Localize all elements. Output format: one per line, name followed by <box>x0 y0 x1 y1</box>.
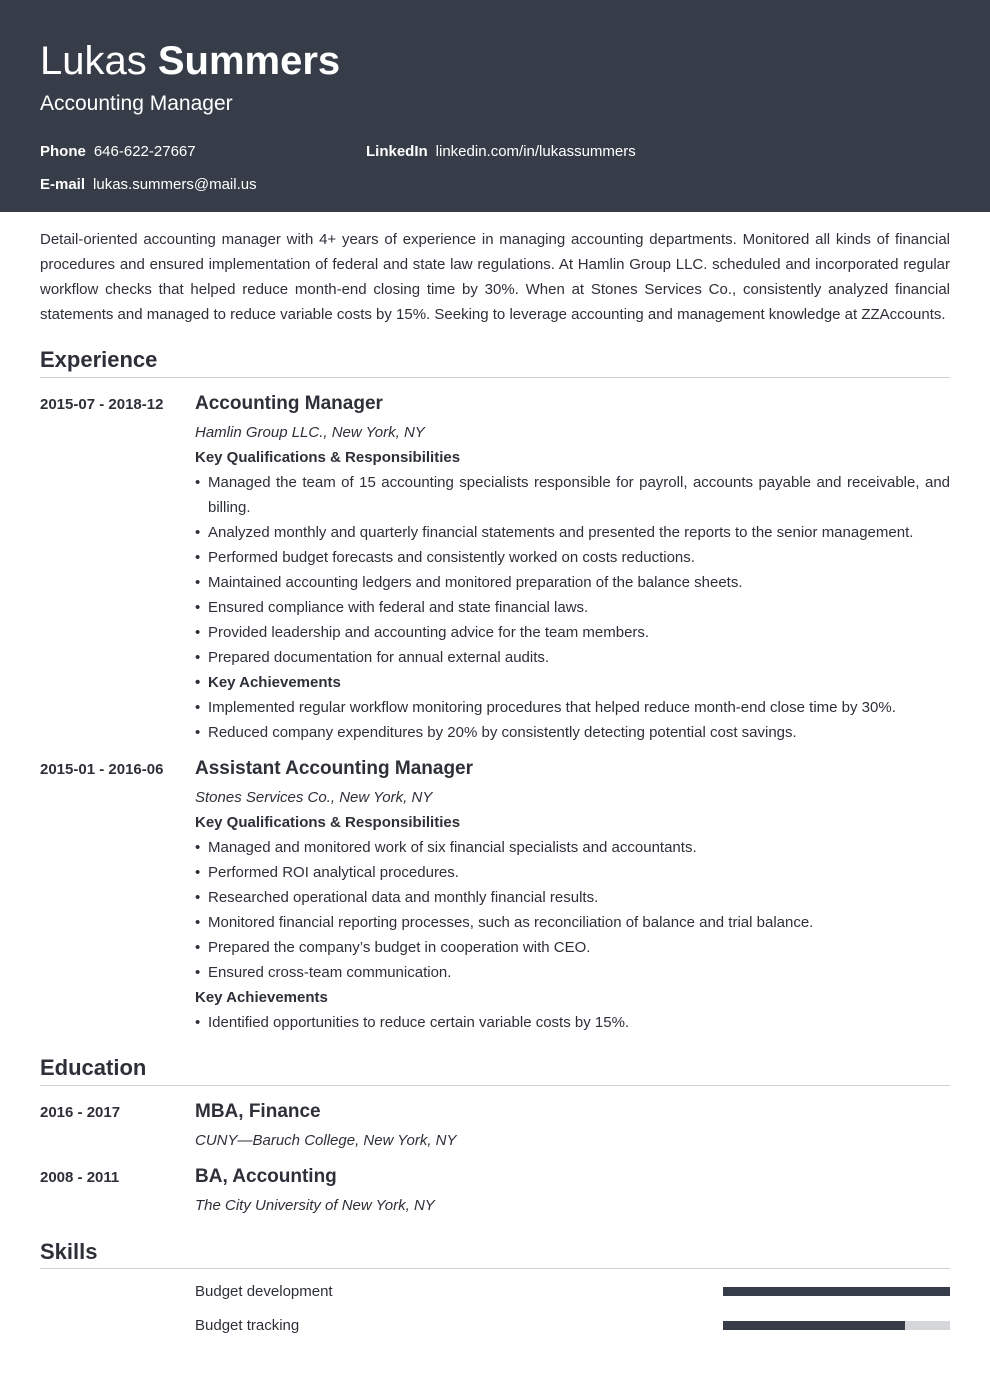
skill-level-bar <box>723 1287 950 1296</box>
email-value: lukas.summers@mail.us <box>93 176 257 193</box>
job-bullet: • Prepared the company’s budget in cooperation with CEO. <box>195 935 950 960</box>
job-bullet: • Performed ROI analytical procedures. <box>195 860 950 885</box>
job-title: Accounting Manager <box>195 393 383 414</box>
skill-level-fill <box>723 1287 950 1296</box>
phone-label: Phone <box>40 143 86 160</box>
job-company: Stones Services Co., New York, NY <box>195 789 433 806</box>
profile-summary: Detail-oriented accounting manager with 4+ years of experience in managing accounting departments. Monitored all kinds of financial procedures and ensured implementation of federal and state law regulations. At Hamlin Group LLC. scheduled and incorporated regular workflow checks that helped reduce month-end closing time by 30%. When at Stones Services Co., consistently analyzed financial statements and managed to reduce variable costs by 15%. Seeking to leverage accounting and management knowledge at ZZAccounts. <box>40 231 950 323</box>
job-bullet: • Managed the team of 15 accounting specialists responsible for payroll, accounts payable and receivable, and billing. <box>195 470 950 520</box>
job-achievement: • Implemented regular workflow monitoring procedures that helped reduce month-end close time by 30%. <box>195 695 950 720</box>
job-bullet: • Monitored financial reporting processes, such as reconciliation of balance and trial balance. <box>195 910 950 935</box>
skills-heading: Skills <box>40 1239 98 1264</box>
job-bullet: • Prepared documentation for annual external audits. <box>195 645 950 670</box>
job-title: Assistant Accounting Manager <box>195 758 474 779</box>
job-achievement: • Reduced company expenditures by 20% by consistently detecting potential cost savings. <box>195 720 950 745</box>
candidate-name <box>40 38 340 84</box>
education-school: The City University of New York, NY <box>195 1197 435 1214</box>
skill-name: Budget development <box>195 1283 333 1300</box>
contact-email <box>40 176 257 194</box>
job-bullet: • Analyzed monthly and quarterly financial statements and presented the reports to the senior management. <box>195 520 950 545</box>
experience-heading: Experience <box>40 347 158 372</box>
education-heading: Education <box>40 1055 147 1080</box>
skill-name: Budget tracking <box>195 1317 300 1334</box>
last-name: Summers <box>157 39 341 83</box>
education-dates: 2008 - 2011 <box>40 1169 120 1186</box>
job-bullet: • Managed and monitored work of six financial specialists and accountants. <box>195 835 950 860</box>
job-dates: 2015-07 - 2018-12 <box>40 396 164 413</box>
education-degree: MBA, Finance <box>195 1101 321 1122</box>
first-name: Lukas <box>40 39 147 83</box>
linkedin-label: LinkedIn <box>366 143 428 160</box>
education-degree: BA, Accounting <box>195 1166 337 1187</box>
job-bullet: • Maintained accounting ledgers and monitored preparation of the balance sheets. <box>195 570 950 595</box>
experience-divider <box>40 377 950 378</box>
education-dates: 2016 - 2017 <box>40 1104 121 1121</box>
skill-level-fill <box>723 1321 905 1330</box>
education-divider <box>40 1085 950 1086</box>
skills-divider <box>40 1268 950 1269</box>
skill-level-bar <box>723 1321 950 1330</box>
job-bullet: • Provided leadership and accounting advice for the team members. <box>195 620 950 645</box>
email-label: E-mail <box>40 176 86 193</box>
job-bullet: • Ensured cross-team communication. <box>195 960 950 985</box>
job-qualifications-heading: Key Qualifications & Responsibilities <box>195 814 461 831</box>
job-bullet: • Performed budget forecasts and consistently worked on costs reductions. <box>195 545 950 570</box>
linkedin-value: linkedin.com/in/lukassummers <box>435 143 636 160</box>
job-bullet: • Researched operational data and monthly financial results. <box>195 885 950 910</box>
contact-phone <box>40 143 196 161</box>
job-achievement: • Identified opportunities to reduce certain variable costs by 15%. <box>195 1010 950 1035</box>
job-achievements-heading: • Key Achievements <box>195 670 950 695</box>
job-bullet: • Ensured compliance with federal and state financial laws. <box>195 595 950 620</box>
job-title-headline: Accounting Manager <box>40 92 233 115</box>
contact-linkedin <box>366 143 636 161</box>
phone-value: 646-622-27667 <box>93 143 196 160</box>
resume-header <box>0 0 990 212</box>
job-achievements-heading: Key Achievements <box>195 989 328 1006</box>
job-company: Hamlin Group LLC., New York, NY <box>195 424 425 441</box>
job-qualifications-heading: Key Qualifications & Responsibilities <box>195 449 461 466</box>
education-school: CUNY—Baruch College, New York, NY <box>195 1132 457 1149</box>
job-dates: 2015-01 - 2016-06 <box>40 761 164 778</box>
